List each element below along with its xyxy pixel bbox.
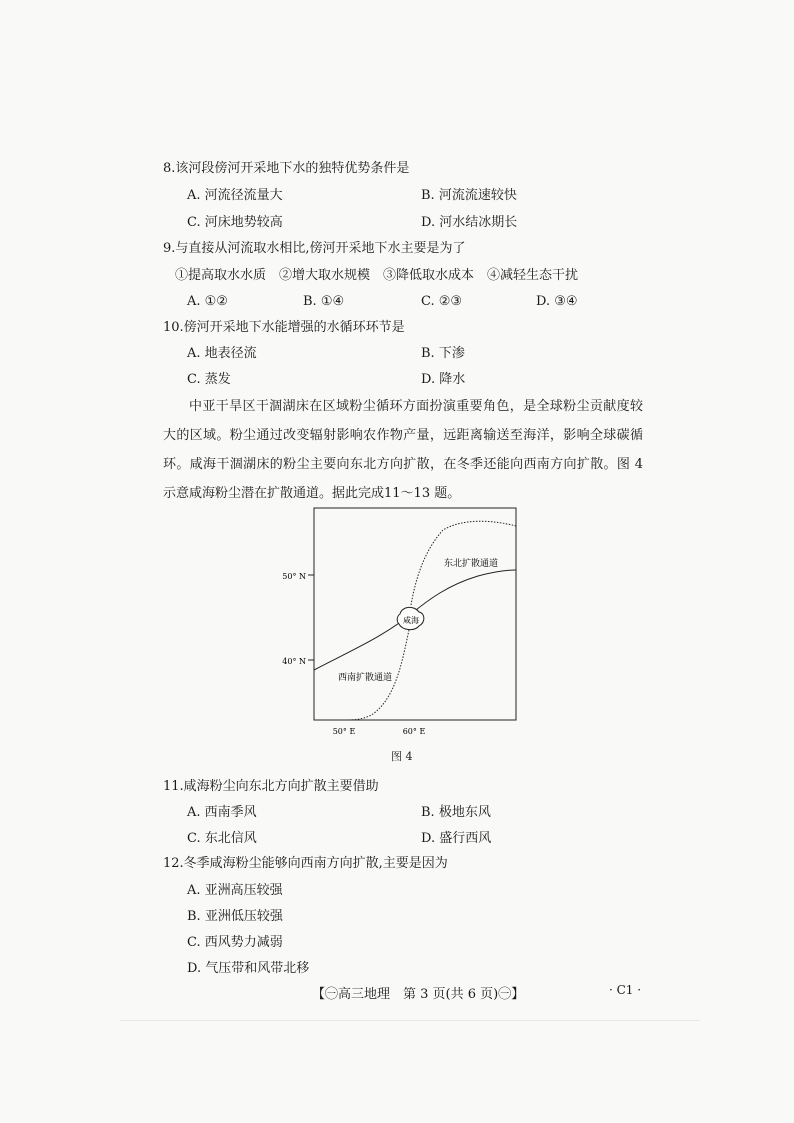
q9-option-b: B. ①④ xyxy=(303,294,345,309)
q12-option-b: B. 亚洲低压较强 xyxy=(187,909,283,924)
q9-items: ①提高取水水质 ②增大取水规模 ③降低取水成本 ④减轻生态干扰 xyxy=(175,268,579,283)
ne-channel-label: 东北扩散通道 xyxy=(444,559,499,569)
q10-option-c: C. 蒸发 xyxy=(187,372,231,387)
q10-option-a: A. 地表径流 xyxy=(187,346,257,361)
q8-stem: 8.该河段傍河开采地下水的独特优势条件是 xyxy=(163,161,410,176)
q12-option-d: D. 气压带和风带北移 xyxy=(187,961,310,976)
q10-stem: 10.傍河开采地下水能增强的水循环环节是 xyxy=(163,320,405,335)
scan-edge-line xyxy=(120,1020,700,1021)
q8-option-b: B. 河流流速较快 xyxy=(421,188,517,203)
page-footer: 【㊀高三地理 第 3 页(共 6 页)㊀】 xyxy=(312,987,525,1002)
q10-option-b: B. 下渗 xyxy=(421,346,465,361)
figure-4-map xyxy=(278,502,528,742)
label-50e: 50° E xyxy=(332,727,356,736)
q12-option-a: A. 亚洲高压较强 xyxy=(187,883,283,898)
q8-option-d: D. 河水结冰期长 xyxy=(421,215,518,230)
label-40n: 40° N xyxy=(282,657,306,666)
q9-option-d: D. ③④ xyxy=(536,294,578,309)
reading-passage: 中亚干旱区干涸湖床在区域粉尘循环方面扮演重要角色，是全球粉尘贡献度较大的区域。粉尘通过改变辐射影响农作物产量，远距离输送至海洋，影响全球碳循环。咸海干涸湖床的粉尘主要向东北方向扩散，在冬季还能向西南方向扩散。图 4 示意咸海粉尘潜在扩散通道。据此完成11～13 题。 xyxy=(163,399,643,501)
lake-label: 咸海 xyxy=(403,616,419,625)
label-60e: 60° E xyxy=(402,727,426,736)
label-50n: 50° N xyxy=(282,572,306,581)
q11-option-b: B. 极地东风 xyxy=(421,805,491,820)
q8-option-c: C. 河床地势较高 xyxy=(187,215,283,230)
sw-channel-label: 西南扩散通道 xyxy=(338,673,393,683)
q11-option-a: A. 西南季风 xyxy=(187,805,257,820)
q10-option-d: D. 降水 xyxy=(421,372,466,387)
q11-option-d: D. 盛行西风 xyxy=(421,831,492,846)
q11-option-c: C. 东北信风 xyxy=(187,831,257,846)
q12-stem: 12.冬季咸海粉尘能够向西南方向扩散,主要是因为 xyxy=(163,856,448,871)
map-svg xyxy=(278,502,528,742)
q9-option-a: A. ①② xyxy=(187,294,228,309)
figure-caption: 图 4 xyxy=(391,750,413,763)
q11-stem: 11.咸海粉尘向东北方向扩散主要借助 xyxy=(163,779,379,794)
page-code: · C1 · xyxy=(609,983,642,997)
q9-stem: 9.与直接从河流取水相比,傍河开采地下水主要是为了 xyxy=(163,241,466,256)
q12-option-c: C. 西风势力减弱 xyxy=(187,935,283,950)
q8-option-a: A. 河流径流量大 xyxy=(187,188,283,203)
q9-option-c: C. ②③ xyxy=(421,294,463,309)
